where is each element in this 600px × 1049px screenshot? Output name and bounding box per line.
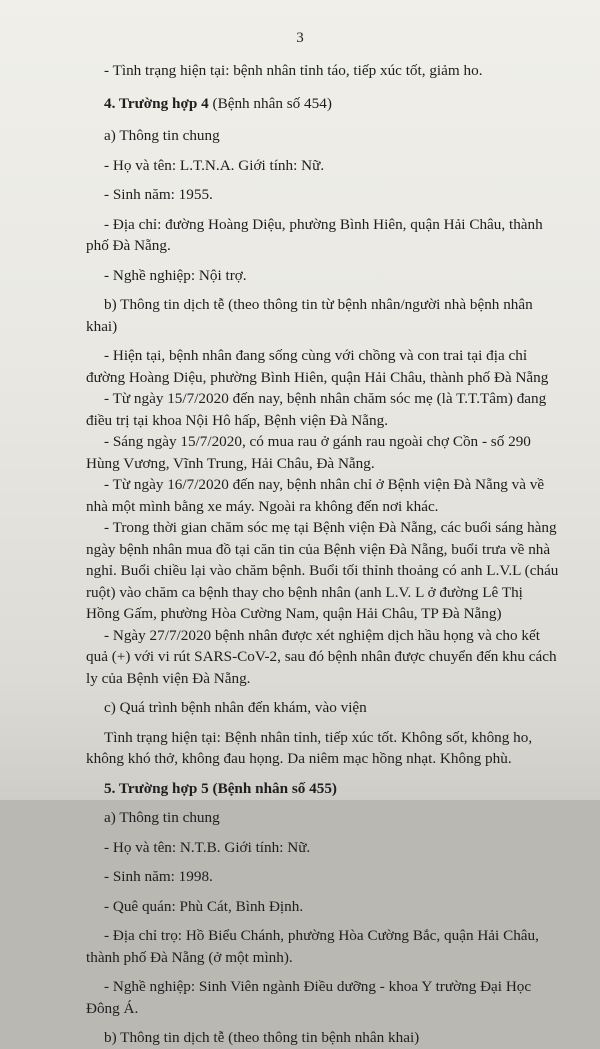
case4-epi-1: - Hiện tại, bệnh nhân đang sống cùng với chồng và con trai tại địa chỉ đường Hoàng Diệu, phường Bình Hiên, quận Hải Châu, thành phố Đà Nẵng	[86, 347, 549, 386]
case4-address: - Địa chỉ: đường Hoàng Diệu, phường Bình Hiên, quận Hải Châu, thành phố Đà Nẵng.	[86, 215, 543, 254]
case5-heading-bold: 5. Trường hợp 5 (Bệnh nhân số 455)	[104, 779, 337, 797]
document-body	[86, 60, 560, 1049]
case4-job: - Nghề nghiệp: Nội trợ.	[104, 266, 247, 284]
case5-birth: - Sinh năm: 1998.	[104, 868, 213, 885]
case4-general-title: a) Thông tin chung	[104, 127, 220, 144]
case5-name: - Họ và tên: N.T.B. Giới tính: Nữ.	[104, 838, 311, 856]
case5-hometown: - Quê quán: Phù Cát, Bình Định.	[104, 897, 304, 915]
case5-job: - Nghề nghiệp: Sinh Viên ngành Điều dưỡng - khoa Y trường Đại Học Đông Á.	[86, 978, 532, 1017]
case4-epi-3: - Sáng ngày 15/7/2020, có mua rau ở gánh rau ngoài chợ Cồn - số 290 Hùng Vương, Vĩnh Trung, Hải Châu, Đà Nẵng.	[86, 433, 531, 472]
case4-name: - Họ và tên: L.T.N.A. Giới tính: Nữ.	[104, 156, 325, 174]
case5-heading	[86, 778, 560, 800]
case4-epi-2: - Từ ngày 15/7/2020 đến nay, bệnh nhân chăm sóc mẹ (là T.T.Tâm) đang điều trị tại khoa Nội Hô hấp, Bệnh viện Đà Nẵng.	[86, 390, 547, 429]
case4-epi-4: - Từ ngày 16/7/2020 đến nay, bệnh nhân chỉ ở Bệnh viện Đà Nẵng và về nhà một mình bằng xe máy. Ngoài ra không đến nơi khác.	[86, 476, 545, 515]
case4-epi-5: - Trong thời gian chăm sóc mẹ tại Bệnh viện Đà Nẵng, các buổi sáng hàng ngày bệnh nhân mua đồ tại căn tin của Bệnh viện Đà Nẵng, buổi trưa về nhà nghỉ. Buổi chiều lại vào chăm bệnh. Buổi tối thỉnh thoảng có anh L.V.L (cháu ruột) vào chăm ca bệnh thay cho bệnh nhân (anh L.V. L ở đường Lê Thị Hồng Gấm, phường Hòa Cường Nam, quận Hải Châu, TP Đà Nẵng)	[86, 519, 559, 622]
status-line: - Tình trạng hiện tại: bệnh nhân tỉnh táo, tiếp xúc tốt, giảm ho.	[104, 62, 483, 79]
case4-visit-status: Tình trạng hiện tại: Bệnh nhân tỉnh, tiếp xúc tốt. Không sốt, không ho, không khó thở, không đau họng. Da niêm mạc hồng nhạt. Không phù.	[86, 728, 533, 767]
case5-residence: - Địa chỉ trọ: Hồ Biểu Chánh, phường Hòa Cường Bắc, quận Hải Châu, thành phố Đà Nẵng (ở một mình).	[86, 927, 539, 966]
case4-heading-bold: 4. Trường hợp 4	[104, 94, 209, 112]
page-number: 3	[296, 30, 304, 46]
case4-birth: - Sinh năm: 1955.	[104, 186, 213, 203]
case4-visit-title: c) Quá trình bệnh nhân đến khám, vào viện	[104, 699, 367, 716]
case4-epi-6: - Ngày 27/7/2020 bệnh nhân được xét nghiệm dịch hầu họng và cho kết quả (+) với vi rút SARS-CoV-2, sau đó bệnh nhân được chuyển đến khu cách ly của Bệnh viện Đà Nẵng.	[86, 626, 557, 687]
case4-epi-title: b) Thông tin dịch tễ (theo thông tin từ bệnh nhân/người nhà bệnh nhân khai)	[86, 296, 533, 335]
case5-epi-title: b) Thông tin dịch tễ (theo thông tin bệnh nhân khai)	[104, 1029, 420, 1046]
case5-general-title: a) Thông tin chung	[104, 809, 220, 826]
case4-heading-rest: (Bệnh nhân số 454)	[208, 94, 332, 112]
case4-heading	[86, 93, 560, 115]
